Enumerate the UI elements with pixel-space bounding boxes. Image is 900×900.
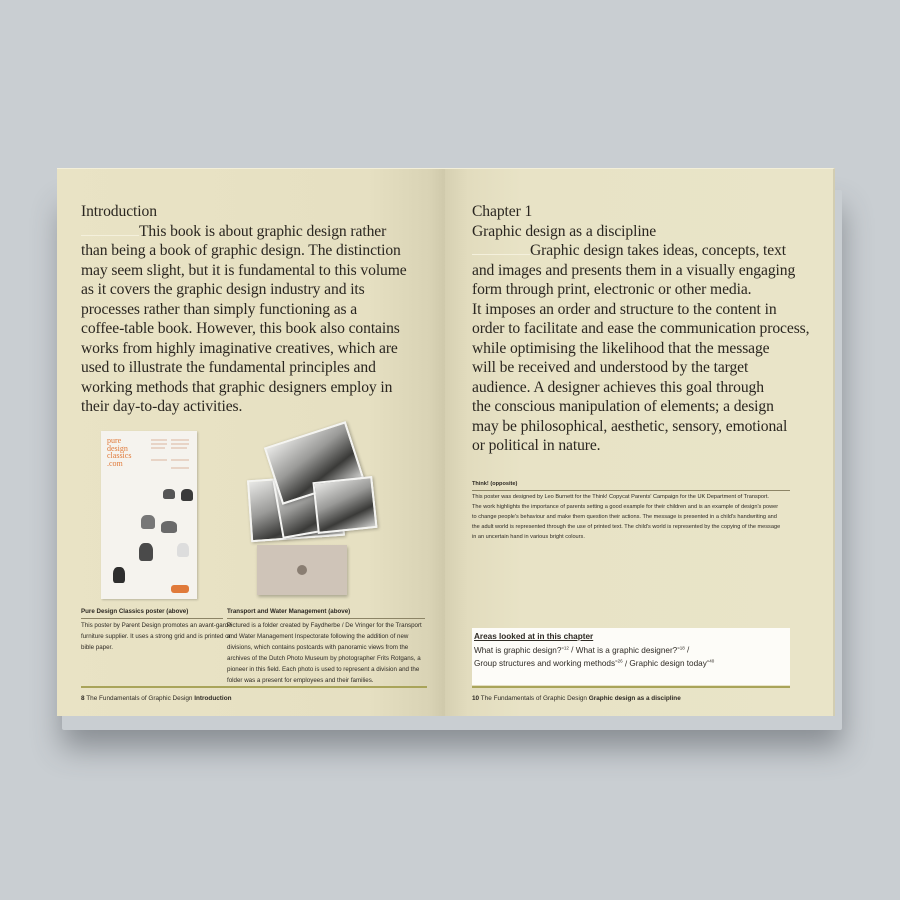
page-number: 10 (472, 695, 480, 702)
contents-link-what-is-a-graphic-designer[interactable]: What is a graphic designer?$^{»18}$ (575, 645, 685, 655)
body-line: may seem slight, but it is fundamental to this volume (81, 261, 407, 279)
chapter-label: Chapter 1 (472, 203, 533, 220)
body-line: or political in nature. (472, 437, 601, 454)
caption-title: Pure Design Classics poster (above) (81, 606, 223, 619)
poster-title: pure design classics .com (107, 436, 132, 468)
caption-title: Transport and Water Management (above) (227, 606, 425, 619)
body-line: This book is about graphic design rather (139, 222, 387, 240)
body-line: coffee-table book. However, this book also contains (81, 320, 400, 337)
body-line: their day-to-day activities. (81, 398, 243, 415)
section-name: Introduction (194, 695, 232, 702)
footer-rule (81, 686, 427, 688)
folder (257, 545, 347, 595)
contents-box-title: Areas looked at in this chapter (474, 632, 594, 641)
book-title: The Fundamentals of Graphic Design (86, 695, 193, 702)
chair-image (177, 543, 189, 557)
body-line: Graphic design takes ideas, concepts, text (530, 242, 787, 259)
indent-rule (81, 223, 139, 236)
body-line: order to facilitate and ease the communication process, (472, 320, 810, 337)
body-line: may be philosophical, aesthetic, sensory, emotional (472, 417, 788, 435)
body-line: audience. A designer achieves this goal through (472, 378, 764, 396)
chair-image (181, 489, 193, 501)
body-line: form through print, electronic or other media. (472, 281, 752, 298)
contents-link-group-structures[interactable]: Group structures and working methods$^{»26}$ (474, 658, 623, 669)
body-line: as it covers the graphic design industry and its (81, 281, 365, 298)
footer-rule (472, 686, 790, 688)
section-name: Graphic design as a discipline (588, 695, 681, 702)
left-page-text (81, 202, 407, 417)
body-line: working methods that graphic designers employ in (81, 378, 393, 396)
page-folio (81, 695, 232, 702)
right-page (445, 168, 835, 716)
chair-image (161, 521, 177, 533)
indent-rule (472, 242, 530, 255)
chair-image (139, 543, 153, 561)
body-line: and images and presents them in a visually engaging (472, 261, 796, 279)
body-line: while optimising the likelihood that the message (472, 339, 770, 357)
chapter-contents-box: Areas looked at in this chapter What is graphic design?$^{»12}$ / What is a graphic designer?$^{»18}$ / Group structures and working methods$^{»26}$ / Graphic design today$^{»40}$ (472, 628, 790, 685)
pure-design-classics-poster-image (101, 431, 197, 599)
contents-link-what-is-graphic-design[interactable]: What is graphic design?$^{»12}$ (474, 645, 569, 655)
body-line: It imposes an order and structure to the content in (472, 300, 777, 318)
page-number: 8 (81, 695, 85, 702)
body-line: works from highly imaginative creatives, which are (81, 339, 398, 357)
caption-title: Think! (opposite) (472, 479, 790, 491)
chair-image (113, 567, 125, 583)
pure-logo (171, 585, 189, 593)
section-heading: Introduction (81, 203, 157, 220)
folder-closure (297, 565, 307, 575)
open-book-spread (57, 168, 835, 716)
caption-think: Think! (opposite) This poster was designed by Leo Burnett for the Think! Copycat Parents' Campaign for the UK Department of Transport. The work highlights the importance of parents setting a good example for their children and is an example of design's power to change people's behaviour and make them question their actions. The message is presented in a child's handwriting and the adult world is represented through the use of printed text. The child's world is represented by the copying of the message in an uncertain hand in various bright colours. (472, 479, 790, 542)
contents-link-graphic-design-today[interactable]: Graphic design today$^{»40}$ (629, 658, 715, 669)
right-page-text (472, 202, 809, 456)
left-page (57, 168, 445, 716)
body-line: processes rather than simply functioning as a (81, 300, 358, 318)
transport-water-management-folder-image (247, 427, 387, 597)
page-folio (472, 695, 681, 702)
body-line: will be received and understood by the target (472, 359, 749, 376)
body-line: used to illustrate the fundamental principles and (81, 359, 376, 376)
book-title: The Fundamentals of Graphic Design (480, 695, 587, 702)
chapter-title: Graphic design as a discipline (472, 222, 657, 240)
body-line: than being a book of graphic design. The distinction (81, 242, 401, 259)
body-line: the conscious manipulation of elements; a design (472, 398, 774, 415)
chair-image (163, 489, 175, 499)
chair-image (141, 515, 155, 529)
caption-transport-water: Transport and Water Management (above) Pictured is a folder created by Faydherbe / De Vringer for the Transport and Water Management Inspectorate following the addition of new divisions, which contains postcards with panoramic views from the archives of the Dutch Photo Museum by photographer Frits Rotgans, a pioneer in this field. Each photo is used to represent a division and the folder was a present for employees and their families. (227, 606, 425, 686)
caption-pure-design-poster: Pure Design Classics poster (above) This poster by Parent Design promotes an avant-garde furniture supplier. It uses a strong grid and is printed on bible paper. (81, 608, 232, 651)
postcard (312, 476, 377, 534)
